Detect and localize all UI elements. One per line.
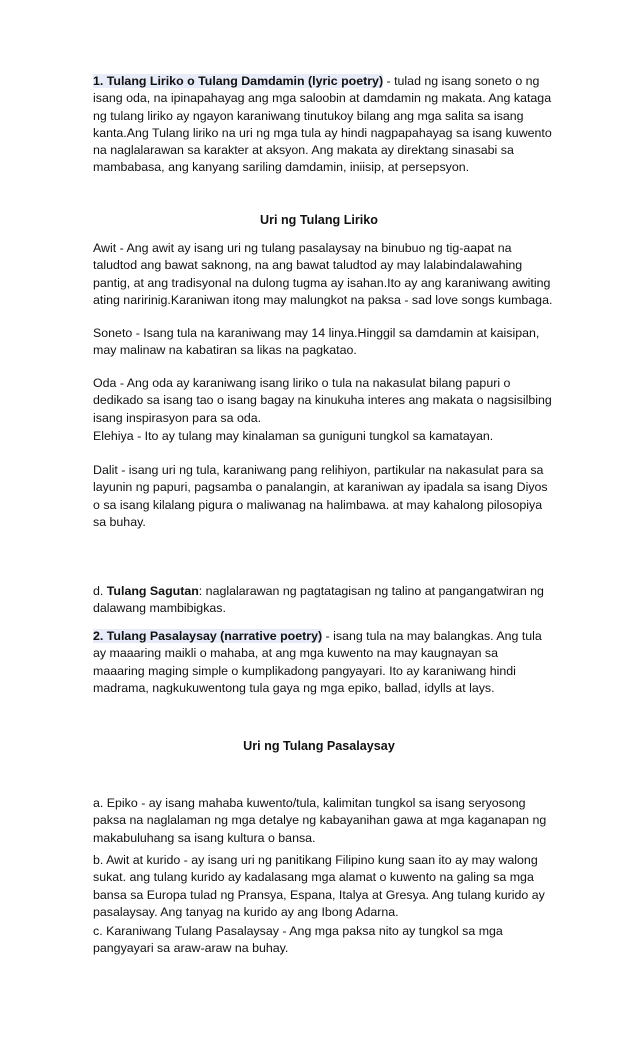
uri-pasalaysay-heading: Uri ng Tulang Pasalaysay xyxy=(243,739,395,753)
tulang-pasalaysay-title: 2. Tulang Pasalaysay (narrative poetry) xyxy=(93,629,323,643)
karaniwang-pasalaysay-text: c. Karaniwang Tulang Pasalaysay - Ang mga paksa nito ay tungkol sa mga pangyayari sa araw-araw na buhay. xyxy=(93,924,503,956)
awit-paragraph xyxy=(93,240,553,309)
sagutan-body: : naglalarawan ng pagtatagisan ng talino at pangangatwiran ng dalawang mambibigkas. xyxy=(93,584,544,616)
elehiya-text: Elehiya - Ito ay tulang may kinalaman sa guniguni tungkol sa kamatayan. xyxy=(93,429,494,443)
uri-liriko-heading: Uri ng Tulang Liriko xyxy=(259,213,378,227)
epiko-text: a. Epiko - ay isang mahaba kuwento/tula, kalimitan tungkol sa isang seryosong paksa na naglalaman ng mga detalye ng kabayanihan gawa at mga kaganapan ng makabuluhang sa isang kultura o bansa. xyxy=(93,796,547,845)
sagutan-prefix: d. xyxy=(93,584,107,598)
awit-kurido-text: b. Awit at kurido - ay isang uri ng panitikang Filipino kung saan ito ay may walong sukat. ang tulang kurido ay kadalasang mga alamat o kuwento na galing sa mga bansa sa Europa tulad ng Pransya, Espana, Italya at Gresya. Ang tulang kurido ay pasalaysay. Ang tanyag na kurido ay ang Ibong Adarna. xyxy=(93,853,545,919)
tulang-liriko-title: 1. Tulang Liriko o Tulang Damdamin (lyric poetry) xyxy=(93,74,384,88)
elehiya-paragraph xyxy=(93,428,553,445)
tulang-pasalaysay-body: - isang tula na may balangkas. Ang tula ay maaaring maikli o mahaba, at ang mga kuwento na may kaugnayan sa maaaring maging simple o kumplikadong pangyayari. Ito ay karaniwang hindi madrama, nagkukuwentong tula gaya ng mga epiko, ballad, idylls at lays. xyxy=(93,629,542,695)
awit-kurido-paragraph xyxy=(93,852,553,921)
dalit-text: Dalit - isang uri ng tula, karaniwang pang relihiyon, partikular na nakasulat para sa layunin ng papuri, pagsamba o panalangin, at karaniwan ay ipadala sa isang Diyos o sa isang kilalang pigura o maliwanag na halimbawa. at may kahalong pilosopiya sa buhay. xyxy=(93,463,548,529)
oda-text: Oda - Ang oda ay karaniwang isang liriko o tula na nakasulat bilang papuri o dedikado sa isang tao o isang bagay na kinukuha interes ang makata o nagsisilbing isang inspirasyon para sa oda. xyxy=(93,376,552,425)
soneto-paragraph xyxy=(93,325,553,360)
tulang-liriko-body: - tulad ng isang soneto o ng isang oda, na ipinapahayag ang mga saloobin at damdamin ng makata. Ang kataga ng tulang liriko ay ngayon karaniwang tinutukoy bilang ang mga salita sa isang kanta.Ang Tulang liriko na uri ng mga tula ay hindi nagpapahayag sa isang kuwento na naglalarawan sa karakter at aksyon. Ang makata ay direktang sinasabi sa mambabasa, ang kanyang sariling damdamin, iniisip, at persepsyon. xyxy=(93,74,552,175)
sagutan-term: Tulang Sagutan xyxy=(106,584,199,598)
tulang-liriko-paragraph xyxy=(93,73,553,177)
dalit-paragraph xyxy=(93,462,553,531)
awit-text: Awit - Ang awit ay isang uri ng tulang pasalaysay na binubuo ng tig-aapat na taludtod ang bawat saknong, na ang bawat taludtod ay may lalabindalawahing pantig, at ang tradisyonal na dulong tugma ay isahan.Ito ay ang karaniwang awiting ating naririnig.Karaniwan itong may malungkot na paksa - sad love songs kumbaga. xyxy=(93,241,553,307)
tulang-pasalaysay-paragraph xyxy=(93,628,553,697)
tulang-sagutan-paragraph xyxy=(93,583,563,618)
soneto-text: Soneto - Isang tula na karaniwang may 14 linya.Hinggil sa damdamin at kaisipan, may malinaw na kabatiran sa likas na pagkatao. xyxy=(93,326,540,358)
oda-paragraph xyxy=(93,375,553,427)
epiko-paragraph xyxy=(93,795,553,847)
karaniwang-pasalaysay-paragraph xyxy=(93,923,553,958)
